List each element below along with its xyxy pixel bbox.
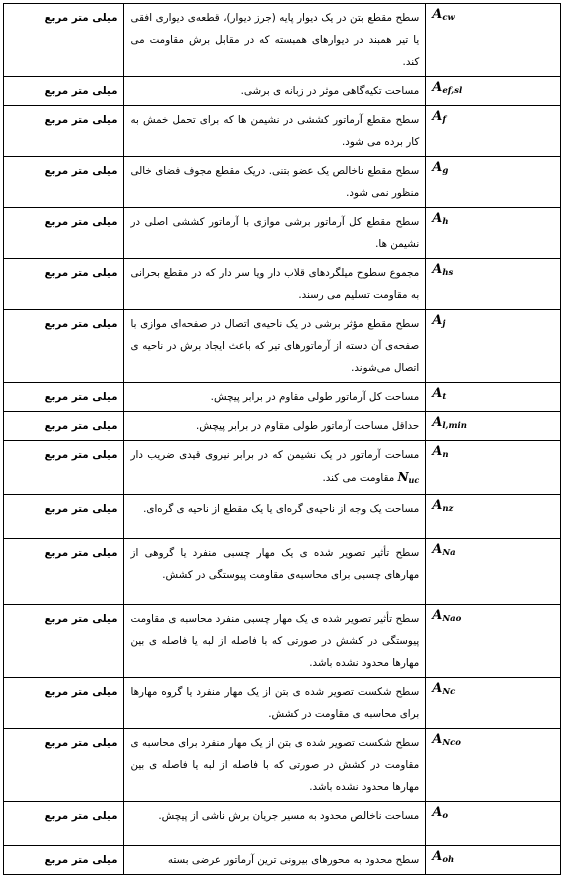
unit-cell: میلی متر مربع [4,802,124,846]
unit-cell: میلی متر مربع [4,729,124,802]
symbol-cell [426,729,561,802]
symbol-letter: A [432,7,443,22]
symbol-subscript: hs [442,268,454,278]
symbols-table-body [4,4,561,875]
unit-cell: میلی متر مربع [4,77,124,106]
unit-cell: میلی متر مربع [4,495,124,539]
symbol-row [4,605,561,678]
symbol-row [4,802,561,846]
symbol-subscript: o [442,811,448,821]
description-cell: حداقل مساحت آرماتور طولی مقاوم در برابر پیچش. [124,412,426,441]
symbol-cell [426,208,561,259]
symbol-letter: A [432,262,443,277]
symbol-row [4,729,561,802]
description-cell: سطح مقطع کل آرماتور برشی موازی با آرماتور کششی اصلی در نشیمن ها. [124,208,426,259]
symbol-letter: A [432,849,443,864]
description-cell [124,441,426,495]
symbol-row [4,678,561,729]
unit-cell: میلی متر مربع [4,412,124,441]
symbol-row [4,539,561,605]
unit-cell: میلی متر مربع [4,678,124,729]
symbol-cell [426,412,561,441]
description-cell: سطح محدود به محورهای بیرونی ترین آرماتور عرضی بسته [124,846,426,875]
symbol-letter: A [432,109,443,124]
symbol-letter: A [432,160,443,175]
description-cell: سطح مقطع آرماتور کششی در نشیمن ها که برای تحمل خمش به کار برده می شود. [124,106,426,157]
description-cell: سطح مقطع مؤثر برشی در یک ناحیه‌ی اتصال در صفحه‌ای موازی با صفحه‌ی آن دسته از آرماتورهای تیر که باعث ایجاد برش در ناحیه ی اتصال می‌شوند. [124,310,426,383]
symbol-row [4,846,561,875]
symbol-letter: A [432,444,443,459]
symbol-letter: A [432,681,443,696]
description-cell: مساحت یک وجه از ناحیه‌ی گره‌ای یا یک مقطع از ناحیه ی گره‌ای. [124,495,426,539]
symbol-subscript: g [442,166,449,176]
symbol-row [4,259,561,310]
symbol-row [4,383,561,412]
symbol-letter: A [432,805,443,820]
description-cell: مجموع سطوح میلگردهای قلاب دار ویا سر دار که در مقطع بحرانی به مقاومت تسلیم می رسند. [124,259,426,310]
unit-cell: میلی متر مربع [4,4,124,77]
unit-cell: میلی متر مربع [4,441,124,495]
inline-symbol-subscript: uc [408,475,420,485]
symbol-letter: A [432,608,443,623]
symbol-row [4,208,561,259]
symbol-subscript: j [442,319,446,329]
symbol-row [4,157,561,208]
symbol-letter: A [432,386,443,401]
symbol-subscript: ef,sl [442,86,463,96]
symbol-subscript: f [442,115,446,125]
symbol-subscript: cw [442,13,455,23]
description-text: مساحت آرماتور در یک نشیمن که در برابر نیروی قیدی ضریب دار [130,449,420,461]
symbol-row [4,77,561,106]
description-cell: سطح شکست تصویر شده ی بتن از یک مهار منفرد برای محاسبه ی مقاومت در کشش در صورتی که با فاصله از لبه یا فاصله ی بین مهارها محدود نشده باشد. [124,729,426,802]
unit-cell: میلی متر مربع [4,259,124,310]
description-cell: سطح مقطع ناخالص یک عضو بتنی. دریک مقطع مجوف فضای خالی منظور نمی شود. [124,157,426,208]
unit-cell: میلی متر مربع [4,846,124,875]
symbol-cell [426,846,561,875]
symbol-cell [426,106,561,157]
symbol-row [4,412,561,441]
symbol-subscript: Nao [442,614,462,624]
symbol-subscript: Na [442,548,456,558]
unit-cell: میلی متر مربع [4,208,124,259]
description-cell: مساحت ناخالص محدود به مسیر جریان برش ناشی از پیچش. [124,802,426,846]
symbol-row [4,106,561,157]
symbol-subscript: t [442,392,447,402]
description-cell: سطح مقطع بتن در یک دیوار پایه (جرز دیوار)، قطعه‌ی دیواری افقی یا تیر همبند در دیوارهای همبسته که در مقابل برش مقاومت می کند. [124,4,426,77]
symbol-letter: A [432,211,443,226]
symbol-row [4,310,561,383]
inline-symbol [398,470,420,484]
symbol-letter: A [432,732,443,747]
unit-cell: میلی متر مربع [4,157,124,208]
symbol-row [4,4,561,77]
symbol-cell [426,157,561,208]
description-cell: سطح شکست تصویر شده ی بتن از یک مهار منفرد یا گروه مهارها برای محاسبه ی مقاومت در کشش. [124,678,426,729]
symbol-cell [426,539,561,605]
symbol-subscript: l,min [442,421,467,431]
symbol-cell [426,310,561,383]
symbol-letter: A [432,80,443,95]
symbol-letter: A [432,415,443,430]
unit-cell: میلی متر مربع [4,605,124,678]
unit-cell: میلی متر مربع [4,106,124,157]
symbol-subscript: h [442,217,449,227]
symbol-subscript: Nco [442,738,461,748]
symbols-table [3,3,561,875]
symbol-letter: A [432,542,443,557]
symbol-cell [426,802,561,846]
symbol-cell [426,605,561,678]
symbol-cell [426,77,561,106]
unit-cell: میلی متر مربع [4,383,124,412]
description-cell: سطح تأثیر تصویر شده ی یک مهار چسبی منفرد یا گروهی از مهارهای چسبی برای محاسبه‌ی مقاومت پیوستگی در کشش. [124,539,426,605]
symbol-subscript: oh [442,855,455,865]
unit-cell: میلی متر مربع [4,310,124,383]
symbol-subscript: Nc [442,687,456,697]
symbol-letter: A [432,498,443,513]
inline-symbol-letter: N [397,470,409,484]
description-cell: مساحت تکیه‌گاهی موثر در زبانه ی برشی. [124,77,426,106]
symbol-cell [426,441,561,495]
symbol-subscript: nz [442,504,454,514]
symbol-row [4,495,561,539]
unit-cell: میلی متر مربع [4,539,124,605]
description-cell: سطح تأثیر تصویر شده ی یک مهار چسبی منفرد محاسبه ی مقاومت پیوستگی در کشش در صورتی که با فاصله از لبه یا فاصله ی بین مهارها محدود نشده باشد. [124,605,426,678]
description-cell: مساحت کل آرماتور طولی مقاوم در برابر پیچش. [124,383,426,412]
symbol-row [4,441,561,495]
symbol-cell [426,259,561,310]
symbol-cell [426,678,561,729]
symbol-cell [426,495,561,539]
symbol-letter: A [432,313,443,328]
description-text: مقاومت می کند. [322,472,395,484]
symbol-cell [426,383,561,412]
symbol-cell [426,4,561,77]
symbol-subscript: n [442,450,449,460]
